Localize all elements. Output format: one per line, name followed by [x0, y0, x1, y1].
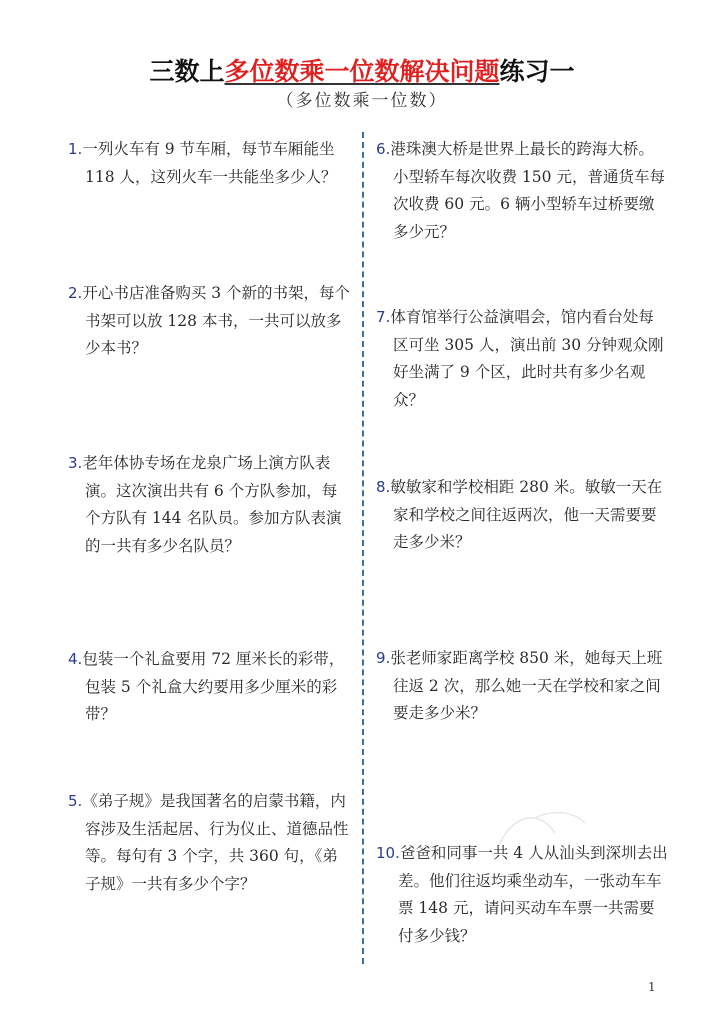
question-text: 开心书店准备购买 3 个新的书架，每个书架可以放 128 本书，一共可以放多少本书？ [82, 284, 351, 357]
question-number: 1. [68, 140, 83, 158]
question-10 [376, 840, 668, 950]
question-number: 4. [68, 650, 83, 668]
question-8 [376, 474, 668, 557]
question-5 [68, 788, 352, 898]
title-prefix: 三数上 [149, 57, 225, 86]
column-divider [362, 132, 364, 964]
question-text: 《弟子规》是我国著名的启蒙书籍，内容涉及生活起居、行为仪止、道德品性等。每句有 3 个字，共 360 句，《弟子规》一共有多少个字？ [82, 792, 349, 893]
question-number: 7. [376, 308, 391, 326]
question-7 [376, 304, 668, 414]
question-number: 8. [376, 478, 391, 496]
question-6 [376, 136, 668, 246]
question-number: 2. [68, 284, 83, 302]
question-4 [68, 646, 352, 729]
question-number: 6. [376, 140, 391, 158]
question-number: 10. [376, 844, 400, 862]
title-suffix: 练习一 [499, 57, 575, 86]
title-highlight: 多位数乘一位数解决问题 [224, 57, 500, 86]
question-number: 9. [376, 649, 391, 667]
question-2 [68, 280, 352, 363]
question-text: 港珠澳大桥是世界上最长的跨海大桥。小型轿车每次收费 150 元，普通货车每次收费 60 元。6 辆小型轿车过桥要缴多少元？ [390, 140, 665, 241]
question-text: 敏敏家和学校相距 280 米。敏敏一天在家和学校之间往返两次，他一天需要要走多少米？ [390, 478, 663, 551]
question-text: 老年体协专场在龙泉广场上演方队表演。这次演出共有 6 个方队参加，每个方队有 144 名队员。参加方队表演的一共有多少名队员？ [82, 454, 342, 555]
question-number: 3. [68, 454, 83, 472]
question-text: 包装一个礼盒要用 72 厘米长的彩带，包装 5 个礼盒大约要用多少厘米的彩带？ [82, 650, 345, 723]
question-9 [376, 645, 668, 728]
worksheet-title [0, 56, 724, 88]
question-text: 体育馆举行公益演唱会，馆内看台处每区可坐 305 人，演出前 30 分钟观众刚好坐满了 9 个区，此时共有多少名观众？ [390, 308, 664, 409]
question-1 [68, 136, 352, 191]
question-text: 张老师家距离学校 850 米，她每天上班往返 2 次，那么她一天在学校和家之间要走多少米？ [390, 649, 663, 722]
worksheet-subtitle: （多位数乘一位数） [276, 91, 448, 111]
watermark-icon [495, 808, 595, 848]
question-text: 爸爸和同事一共 4 人从汕头到深圳去出差。他们往返均乘坐动车，一张动车车票 148 元，请问买动车车票一共需要付多少钱？ [398, 844, 668, 945]
question-text: 一列火车有 9 节车厢，每节车厢能坐 118 人，这列火车一共能坐多少人？ [82, 140, 337, 186]
question-number: 5. [68, 792, 83, 810]
page-number: 1 [648, 980, 656, 994]
question-3 [68, 450, 352, 560]
